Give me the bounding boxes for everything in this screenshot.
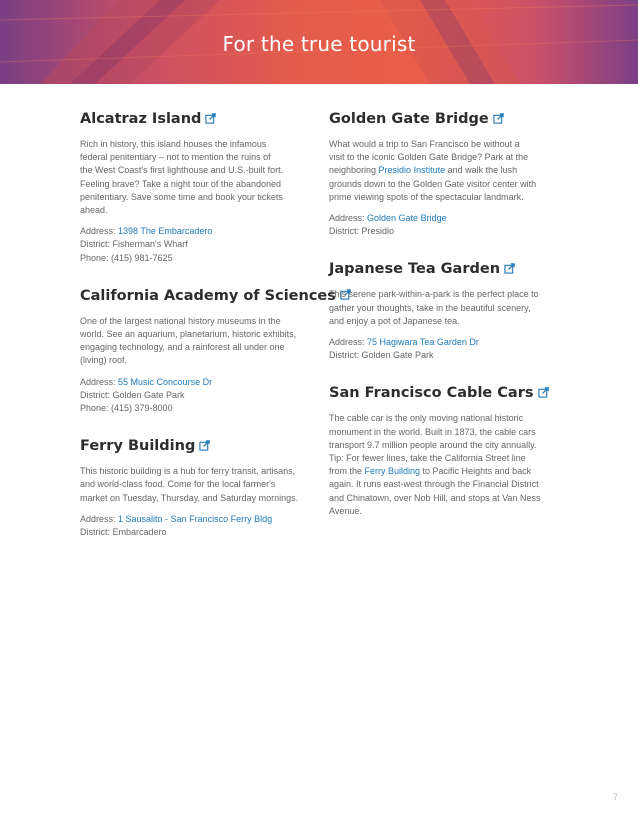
attraction-address: Address: 75 Hagiwara Tea Garden Dr bbox=[329, 337, 479, 348]
address-link[interactable]: Golden Gate Bridge bbox=[367, 213, 447, 224]
left-column bbox=[80, 110, 336, 561]
attraction-title[interactable]: Ferry Building bbox=[80, 437, 312, 455]
header-banner bbox=[0, 0, 638, 84]
attraction-description: This serene park-within-a-park is the perfect place to gather your thoughts, take in the beautiful scenery, and enjoy a pot of Japanese tea. bbox=[329, 289, 539, 326]
right-column bbox=[329, 110, 551, 540]
ferry-building-link[interactable]: Ferry Building bbox=[364, 466, 421, 477]
address-link[interactable]: 1 Sausalito - San Francisco Ferry Bldg bbox=[118, 513, 273, 524]
address-link[interactable]: 75 Hagiwara Tea Garden Dr bbox=[367, 337, 479, 348]
attraction-address: Address: 55 Music Concourse Dr bbox=[80, 376, 213, 387]
attraction-japanese-tea-garden bbox=[329, 260, 551, 362]
external-link-icon[interactable] bbox=[205, 113, 216, 124]
attraction-description: What would a trip to San Francisco be without a visit to the iconic Golden Gate Bridge? Park at the neighboring Presidio Institute and walk the lush grounds down to the Golden Gate visitor center with prime viewing spots of the spectacular landmark. bbox=[329, 139, 537, 202]
attraction-ferry-building bbox=[80, 437, 312, 539]
attraction-description: This historic building is a hub for ferry transit, artisans, and world-class food. Come for the local farmer's market on Tuesday, Thursday, and Saturday mornings. bbox=[80, 466, 299, 503]
attraction-phone: Phone: (415) 379-8000 bbox=[80, 403, 173, 414]
attraction-alcatraz bbox=[80, 110, 312, 265]
attraction-description: The cable car is the only moving national historic monument in the world. Built in 1873, the cable cars transport 9.7 million people around the city annually. Tip: For fewer lines, take the California Street line from the Ferry Building to Pacific Heights and back again. It runs east-west through the Financial District and Chinatown, over Nob Hill, and stops at Van Ness Avenue. bbox=[329, 413, 541, 516]
external-link-icon[interactable] bbox=[504, 263, 515, 274]
attraction-golden-gate-bridge bbox=[329, 110, 551, 238]
attraction-california-academy bbox=[80, 287, 336, 415]
external-link-icon[interactable] bbox=[538, 387, 549, 398]
presidio-institute-link[interactable]: Presidio Institute bbox=[378, 165, 446, 176]
address-link[interactable]: 55 Music Concourse Dr bbox=[118, 376, 213, 387]
attraction-district: District: Presidio bbox=[329, 226, 395, 237]
address-link[interactable]: 1398 The Embarcadero bbox=[118, 226, 213, 237]
attraction-title[interactable]: Alcatraz Island bbox=[80, 110, 312, 128]
attraction-district: District: Fisherman's Wharf bbox=[80, 239, 188, 250]
attraction-title[interactable]: Japanese Tea Garden bbox=[329, 260, 551, 278]
attraction-district: District: Embarcadero bbox=[80, 527, 167, 538]
attraction-district: District: Golden Gate Park bbox=[329, 350, 434, 361]
attraction-cable-cars bbox=[329, 384, 551, 518]
attraction-address: Address: 1398 The Embarcadero bbox=[80, 226, 213, 237]
attraction-title[interactable]: California Academy of Sciences bbox=[80, 287, 312, 305]
attraction-address: Address: Golden Gate Bridge bbox=[329, 213, 447, 224]
attraction-title[interactable]: San Francisco Cable Cars bbox=[329, 384, 551, 402]
attraction-address: Address: 1 Sausalito - San Francisco Ferry Bldg bbox=[80, 513, 273, 524]
attraction-description: One of the largest national history museums in the world. See an aquarium, planetarium, historic exhibits, engaging technology, and a rainforest all under one (living) roof. bbox=[80, 315, 297, 366]
attraction-phone: Phone: (415) 981-7625 bbox=[80, 252, 173, 263]
attraction-title[interactable]: Golden Gate Bridge bbox=[329, 110, 551, 128]
page-title: For the true tourist bbox=[222, 32, 416, 56]
page-number: 7 bbox=[612, 792, 618, 802]
attraction-district: District: Golden Gate Park bbox=[80, 389, 185, 400]
attraction-description: Rich in history, this island houses the infamous federal penitentiary – not to mention the ruins of the West Coast's first lighthouse and U.S.-built fort. Feeling brave? Take a night tour of the abandoned penitentiary. Save some time and book your tickets ahead. bbox=[80, 139, 284, 216]
external-link-icon[interactable] bbox=[493, 113, 504, 124]
external-link-icon[interactable] bbox=[199, 440, 210, 451]
